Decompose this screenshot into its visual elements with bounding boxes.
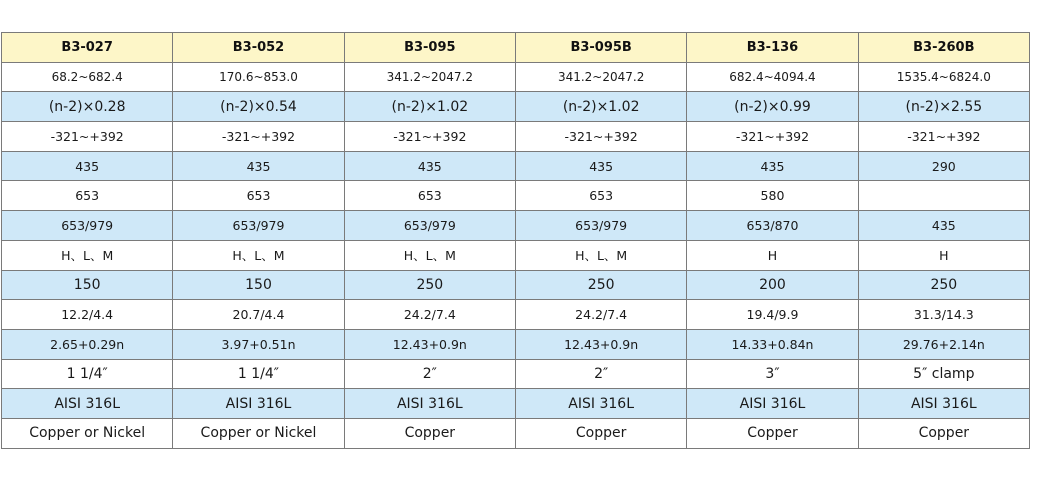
table-cell: 12.2/4.4 xyxy=(2,300,173,330)
table-cell: Copper xyxy=(687,418,858,448)
table-body xyxy=(2,62,1030,448)
table-cell: 653/979 xyxy=(173,211,344,241)
table-cell: H、L、M xyxy=(173,240,344,270)
header-b3-136: B3-136 xyxy=(687,33,858,63)
table-cell: 24.2/7.4 xyxy=(515,300,686,330)
table-cell: -321~+392 xyxy=(344,122,515,152)
table-cell: 2″ xyxy=(515,359,686,389)
table-cell: 1 1/4″ xyxy=(2,359,173,389)
table-cell: 170.6~853.0 xyxy=(173,62,344,92)
table-cell: 2.65+0.29n xyxy=(2,329,173,359)
table-cell: 1535.4~6824.0 xyxy=(858,62,1029,92)
table-cell: 653/870 xyxy=(687,211,858,241)
table-cell: AISI 316L xyxy=(344,389,515,419)
table-cell: 68.2~682.4 xyxy=(2,62,173,92)
header-b3-027: B3-027 xyxy=(2,33,173,63)
table-cell: 290 xyxy=(858,151,1029,181)
table-cell: H、L、M xyxy=(344,240,515,270)
table-cell: (n-2)×1.02 xyxy=(515,92,686,122)
table-cell: Copper xyxy=(344,418,515,448)
table-cell: 150 xyxy=(2,270,173,300)
table-cell: (n-2)×0.28 xyxy=(2,92,173,122)
table-cell: 3″ xyxy=(687,359,858,389)
table-cell: AISI 316L xyxy=(2,389,173,419)
table-cell: 435 xyxy=(515,151,686,181)
table-cell: H、L、M xyxy=(2,240,173,270)
table-cell: -321~+392 xyxy=(2,122,173,152)
table-cell: 341.2~2047.2 xyxy=(344,62,515,92)
table-cell: 341.2~2047.2 xyxy=(515,62,686,92)
table-cell: 250 xyxy=(515,270,686,300)
table-cell: 24.2/7.4 xyxy=(344,300,515,330)
table-cell: 250 xyxy=(344,270,515,300)
table-cell: AISI 316L xyxy=(858,389,1029,419)
table-cell: 653 xyxy=(2,181,173,211)
table-cell: 653 xyxy=(515,181,686,211)
table-cell: (n-2)×1.02 xyxy=(344,92,515,122)
header-b3-095: B3-095 xyxy=(344,33,515,63)
table-row xyxy=(2,92,1030,122)
table-cell xyxy=(858,181,1029,211)
table-cell: 29.76+2.14n xyxy=(858,329,1029,359)
table-cell: AISI 316L xyxy=(515,389,686,419)
table-cell: 5″ clamp xyxy=(858,359,1029,389)
table-cell: 14.33+0.84n xyxy=(687,329,858,359)
header-row xyxy=(2,33,1030,63)
table-cell: 19.4/9.9 xyxy=(687,300,858,330)
table-cell: (n-2)×0.54 xyxy=(173,92,344,122)
table-cell: AISI 316L xyxy=(687,389,858,419)
table-cell: 20.7/4.4 xyxy=(173,300,344,330)
table-cell: 435 xyxy=(687,151,858,181)
table-cell: -321~+392 xyxy=(687,122,858,152)
table-row xyxy=(2,329,1030,359)
table-cell: 3.97+0.51n xyxy=(173,329,344,359)
table-row xyxy=(2,300,1030,330)
table-cell: Copper xyxy=(515,418,686,448)
spec-table xyxy=(1,32,1030,449)
table-cell: 435 xyxy=(858,211,1029,241)
table-cell: 580 xyxy=(687,181,858,211)
header-b3-260b: B3-260B xyxy=(858,33,1029,63)
table-row xyxy=(2,151,1030,181)
header-b3-052: B3-052 xyxy=(173,33,344,63)
table-cell: 2″ xyxy=(344,359,515,389)
table-cell: 435 xyxy=(173,151,344,181)
table-cell: 1 1/4″ xyxy=(173,359,344,389)
table-cell: -321~+392 xyxy=(515,122,686,152)
table-cell: 653/979 xyxy=(344,211,515,241)
table-row xyxy=(2,240,1030,270)
table-cell: 435 xyxy=(344,151,515,181)
table-row xyxy=(2,122,1030,152)
table-cell: -321~+392 xyxy=(858,122,1029,152)
table-cell: -321~+392 xyxy=(173,122,344,152)
table-cell: 653/979 xyxy=(2,211,173,241)
table-cell: 653/979 xyxy=(515,211,686,241)
table-row xyxy=(2,270,1030,300)
table-cell: H、L、M xyxy=(515,240,686,270)
table-cell: Copper or Nickel xyxy=(2,418,173,448)
table-cell: 653 xyxy=(344,181,515,211)
table-row xyxy=(2,181,1030,211)
table-row xyxy=(2,211,1030,241)
table-cell: AISI 316L xyxy=(173,389,344,419)
table-cell: (n-2)×0.99 xyxy=(687,92,858,122)
table-row xyxy=(2,389,1030,419)
table-cell: 682.4~4094.4 xyxy=(687,62,858,92)
table-row xyxy=(2,62,1030,92)
table-cell: 250 xyxy=(858,270,1029,300)
table-row xyxy=(2,359,1030,389)
table-cell: 12.43+0.9n xyxy=(344,329,515,359)
table-cell: Copper or Nickel xyxy=(173,418,344,448)
table-cell: 31.3/14.3 xyxy=(858,300,1029,330)
table-row xyxy=(2,418,1030,448)
table-cell: 435 xyxy=(2,151,173,181)
table-cell: 200 xyxy=(687,270,858,300)
header-b3-095b: B3-095B xyxy=(515,33,686,63)
table-cell: 12.43+0.9n xyxy=(515,329,686,359)
table-header xyxy=(2,33,1030,63)
table-cell: H xyxy=(858,240,1029,270)
table-cell: 653 xyxy=(173,181,344,211)
table-cell: H xyxy=(687,240,858,270)
table-cell: Copper xyxy=(858,418,1029,448)
table-cell: 150 xyxy=(173,270,344,300)
table-cell: (n-2)×2.55 xyxy=(858,92,1029,122)
